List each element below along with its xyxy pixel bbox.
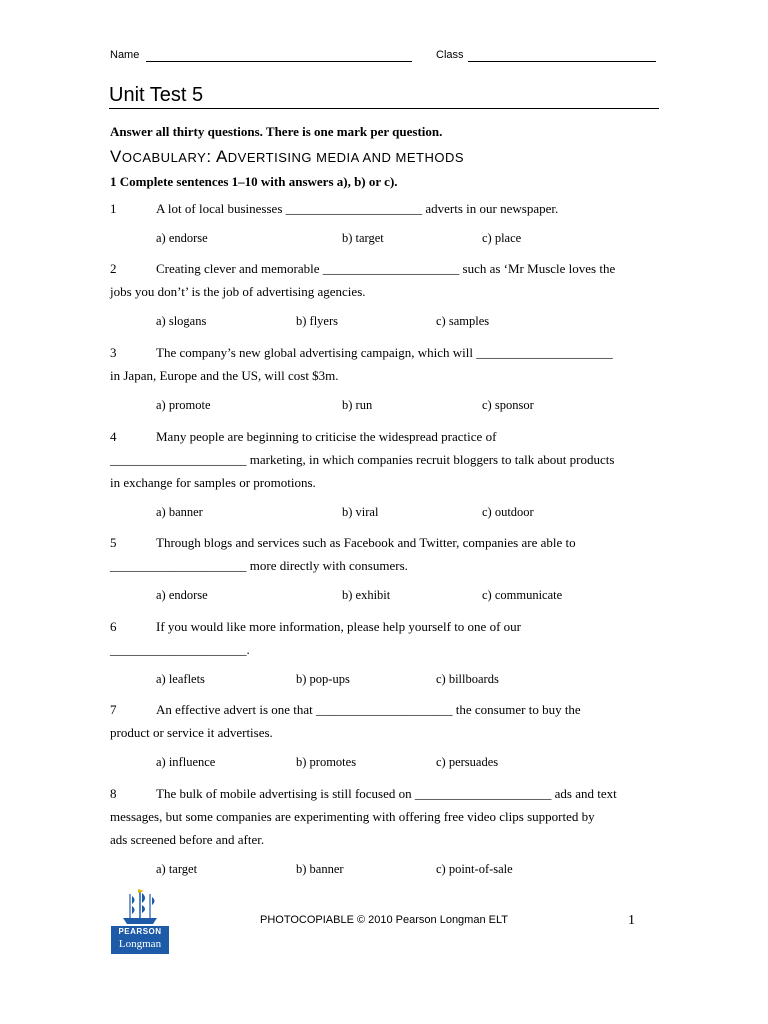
name-label: Name	[110, 49, 140, 61]
answer-option-b[interactable]: b) flyers	[296, 314, 338, 328]
question-number: 6	[110, 619, 117, 634]
question-text-line: _____________________.	[110, 642, 250, 657]
answer-option-c[interactable]: c) outdoor	[482, 505, 534, 519]
question-number: 5	[110, 535, 117, 550]
answer-option-b[interactable]: b) pop-ups	[296, 672, 350, 686]
answer-option-c[interactable]: c) billboards	[436, 672, 499, 686]
question-text-line: in Japan, Europe and the US, will cost $3m.	[110, 368, 339, 383]
question-text-line: If you would like more information, please help yourself to one of our	[156, 619, 521, 634]
question-number: 8	[110, 786, 117, 801]
question-text-line: The bulk of mobile advertising is still focused on _____________________ ads and text	[156, 786, 617, 801]
answer-option-a[interactable]: a) endorse	[156, 588, 208, 602]
question-number: 1	[110, 201, 117, 216]
question-text-line: _____________________ marketing, in which companies recruit bloggers to talk about products	[110, 452, 615, 467]
answer-option-a[interactable]: a) leaflets	[156, 672, 205, 686]
question-text-line: The company’s new global advertising campaign, which will _____________________	[156, 345, 613, 360]
question-number: 7	[110, 702, 117, 717]
instructions: Answer all thirty questions. There is one mark per question.	[110, 124, 443, 139]
question-text-line: Through blogs and services such as Facebook and Twitter, companies are able to	[156, 535, 576, 550]
answer-option-c[interactable]: c) communicate	[482, 588, 563, 602]
title-divider	[109, 108, 659, 109]
ship-icon	[111, 888, 169, 926]
answer-option-a[interactable]: a) influence	[156, 755, 216, 769]
section-heading: VOCABULARY: ADVERTISING MEDIA AND METHODS	[110, 147, 465, 166]
answer-option-b[interactable]: b) run	[342, 398, 373, 412]
pearson-longman-logo	[111, 888, 169, 954]
question-text-line: _____________________ more directly with consumers.	[110, 558, 408, 573]
answer-option-a[interactable]: a) banner	[156, 505, 203, 519]
question-number: 4	[110, 429, 117, 444]
question-text-line: jobs you don’t’ is the job of advertising agencies.	[110, 284, 366, 299]
page-number: 1	[628, 913, 635, 928]
logo-pearson-text: PEARSON	[118, 927, 162, 936]
question-text-line: Creating clever and memorable _____________________ such as ‘Mr Muscle loves the	[156, 261, 616, 276]
answer-option-c[interactable]: c) place	[482, 231, 522, 245]
copyright-notice: PHOTOCOPIABLE © 2010 Pearson Longman ELT	[260, 914, 508, 926]
class-label: Class	[436, 49, 464, 61]
question-text-line: messages, but some companies are experimenting with offering free video clips supported by	[110, 809, 595, 824]
answer-option-b[interactable]: b) banner	[296, 862, 344, 876]
class-field-line[interactable]	[468, 61, 656, 62]
answer-option-c[interactable]: c) persuades	[436, 755, 499, 769]
question-text-line: A lot of local businesses _____________________ adverts in our newspaper.	[156, 201, 559, 216]
answer-option-b[interactable]: b) viral	[342, 505, 379, 519]
question-text-line: product or service it advertises.	[110, 725, 273, 740]
answer-option-c[interactable]: c) sponsor	[482, 398, 534, 412]
question-text-line: Many people are beginning to criticise the widespread practice of	[156, 429, 497, 444]
name-field-line[interactable]	[146, 61, 412, 62]
answer-option-b[interactable]: b) exhibit	[342, 588, 391, 602]
question-number: 2	[110, 261, 117, 276]
answer-option-c[interactable]: c) samples	[436, 314, 490, 328]
answer-option-a[interactable]: a) slogans	[156, 314, 207, 328]
question-text-line: ads screened before and after.	[110, 832, 265, 847]
page-title: Unit Test 5	[109, 84, 204, 106]
task-instruction: 1 Complete sentences 1–10 with answers a), b) or c).	[110, 174, 398, 189]
answer-option-a[interactable]: a) endorse	[156, 231, 208, 245]
answer-option-a[interactable]: a) promote	[156, 398, 211, 412]
question-number: 3	[110, 345, 117, 360]
answer-option-b[interactable]: b) target	[342, 231, 384, 245]
answer-option-c[interactable]: c) point-of-sale	[436, 862, 513, 876]
answer-option-a[interactable]: a) target	[156, 862, 198, 876]
question-text-line: An effective advert is one that _____________________ the consumer to buy the	[156, 702, 581, 717]
answer-option-b[interactable]: b) promotes	[296, 755, 357, 769]
question-text-line: in exchange for samples or promotions.	[110, 475, 316, 490]
logo-longman-text: Longman	[118, 938, 162, 950]
